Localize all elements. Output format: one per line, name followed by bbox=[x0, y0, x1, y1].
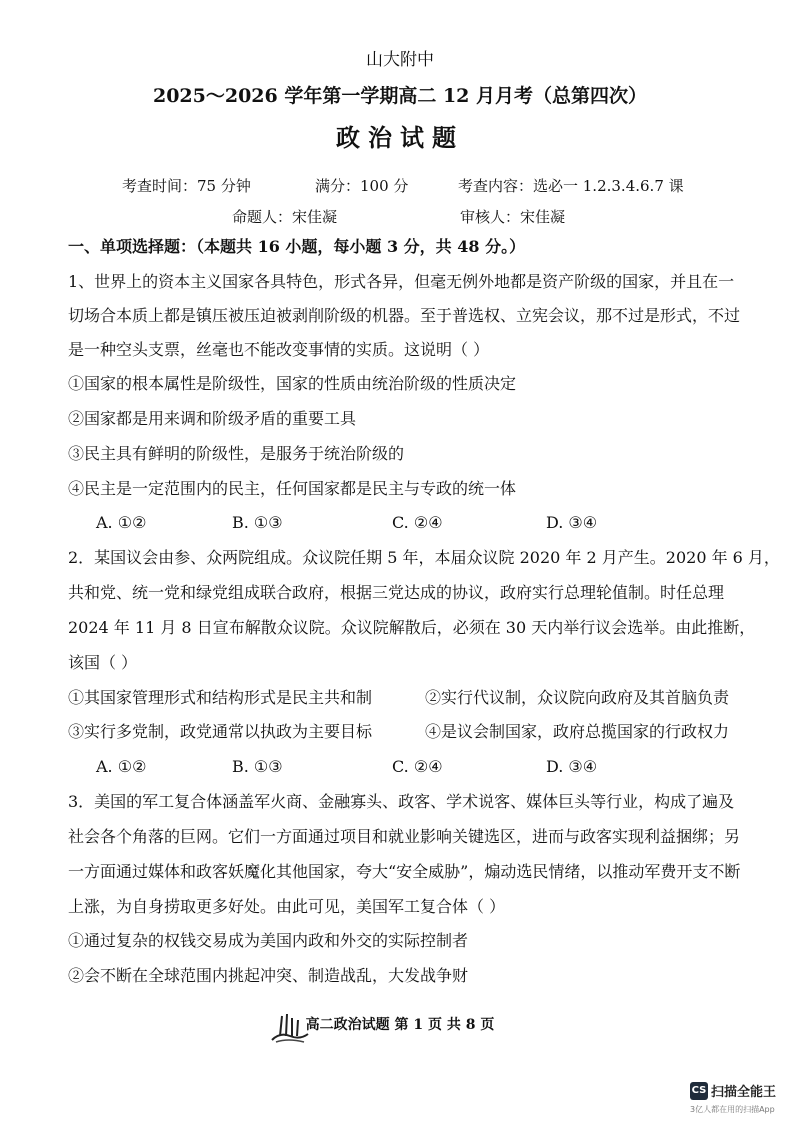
q1-option-d[interactable]: D. ③④ bbox=[546, 513, 598, 532]
q2-stem-line: 2．某国议会由参、众两院组成。众议院任期 5 年，本届众议院 2020 年 2 月产生。2020 年 6 月， bbox=[68, 548, 780, 567]
subject-title: 政治试题 bbox=[336, 123, 464, 152]
q2-stem-line: 共和党、统一党和绿党组成联合政府，根据三党达成的协议，政府实行总理轮值制。时任总理 bbox=[68, 583, 725, 602]
setter: 命题人：宋佳凝 bbox=[232, 208, 338, 226]
q2-option-b[interactable]: B. ①③ bbox=[232, 757, 283, 776]
q3-stem-line: 一方面通过媒体和政客妖魔化其他国家，夸大“安全威胁”，煽动选民情绪，以推动军费开支不断 bbox=[68, 862, 741, 881]
q1-option-c[interactable]: C. ②④ bbox=[392, 513, 443, 532]
cs-logo-icon: CS bbox=[690, 1082, 708, 1100]
q1-option-a[interactable]: A. ①② bbox=[96, 513, 147, 532]
q1-statement: ②国家都是用来调和阶级矛盾的重要工具 bbox=[68, 409, 357, 428]
q3-stem-line: 社会各个角落的巨网。它们一方面通过项目和就业影响关键选区，进而与政客实现利益捆绑；另 bbox=[68, 827, 741, 846]
exam-time: 考查时间：75 分钟 bbox=[122, 177, 251, 195]
q2-statement: ②实行代议制，众议院向政府及其首脑负责 bbox=[425, 688, 730, 707]
exam-content: 考查内容：选必一 1.2.3.4.6.7 课 bbox=[458, 177, 684, 195]
q2-stem-line: 2024 年 11 月 8 日宣布解散众议院。众议院解散后，必须在 30 天内举行议会选举。由此推断， bbox=[68, 618, 756, 637]
q2-statement: ③实行多党制，政党通常以执政为主要目标 bbox=[68, 722, 373, 741]
q1-option-b[interactable]: B. ①③ bbox=[232, 513, 283, 532]
q1-statement: ①国家的根本属性是阶级性，国家的性质由统治阶级的性质决定 bbox=[68, 374, 517, 393]
q2-option-a[interactable]: A. ①② bbox=[96, 757, 147, 776]
q1-statement: ④民主是一定范围内的民主，任何国家都是民主与专政的统一体 bbox=[68, 479, 517, 498]
q1-stem-line: 是一种空头支票，丝毫也不能改变事情的实质。这说明（ ） bbox=[68, 340, 490, 359]
full-score: 满分：100 分 bbox=[315, 177, 409, 195]
page-footer: 高二政治试题 第 1 页 共 8 页 bbox=[305, 1017, 495, 1033]
exam-title: 2025～2026 学年第一学期高二 12 月月考（总第四次） bbox=[152, 85, 648, 107]
section-heading: 一、单项选择题：（本题共 16 小题，每小题 3 分，共 48 分。） bbox=[68, 237, 526, 256]
scanner-app-name: 扫描全能王 bbox=[711, 1085, 777, 1100]
q2-option-d[interactable]: D. ③④ bbox=[546, 757, 598, 776]
q3-statement: ①通过复杂的权钱交易成为美国内政和外交的实际控制者 bbox=[68, 931, 469, 950]
q2-stem-line: 该国（ ） bbox=[68, 653, 138, 672]
q2-option-c[interactable]: C. ②④ bbox=[392, 757, 443, 776]
reviewer: 审核人：宋佳凝 bbox=[460, 208, 566, 226]
school-name: 山大附中 bbox=[366, 50, 434, 70]
q3-statement: ②会不断在全球范围内挑起冲突、制造战乱，大发战争财 bbox=[68, 966, 469, 985]
q1-stem-line: 1、世界上的资本主义国家各具特色，形式各异，但毫无例外地都是资产阶级的国家，并且在一 bbox=[68, 272, 735, 291]
q2-statement: ①其国家管理形式和结构形式是民主共和制 bbox=[68, 688, 373, 707]
scanner-badge bbox=[690, 1080, 776, 1100]
q3-stem-line: 上涨，为自身捞取更多好处。由此可见，美国军工复合体（ ） bbox=[68, 897, 506, 916]
q1-statement: ③民主具有鲜明的阶级性，是服务于统治阶级的 bbox=[68, 444, 405, 463]
scanner-tagline: 3亿人都在用的扫描App bbox=[690, 1105, 775, 1114]
q2-statement: ④是议会制国家，政府总揽国家的行政权力 bbox=[425, 722, 730, 741]
q3-stem-line: 3．美国的军工复合体涵盖军火商、金融寡头、政客、学术说客、媒体巨头等行业，构成了遍及 bbox=[68, 792, 735, 811]
q1-stem-line: 切场合本质上都是镇压被压迫被剥削阶级的机器。至于普选权、立宪会议，那不过是形式，不过 bbox=[68, 306, 741, 325]
